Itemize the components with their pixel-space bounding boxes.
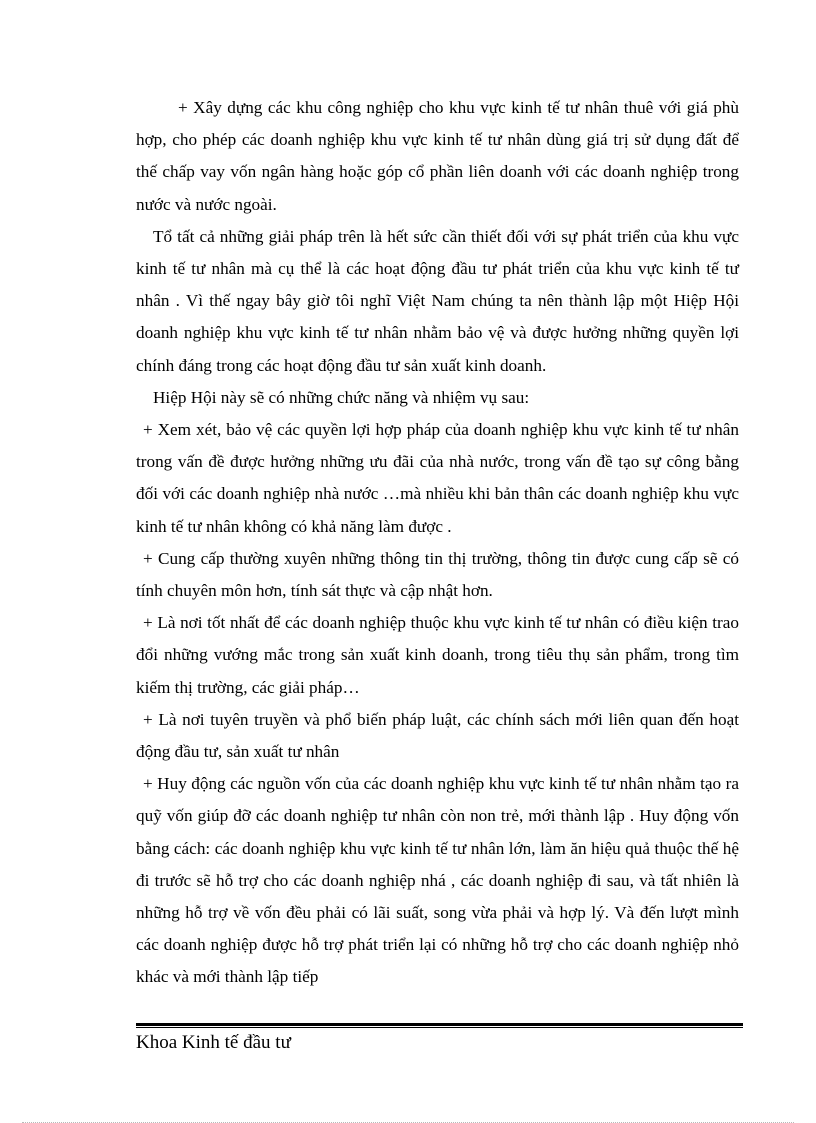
footer-text: Khoa Kinh tế đầu tư <box>136 1032 291 1053</box>
paragraph-market-info: + Cung cấp thường xuyên những thông tin thị trường, thông tin được cung cấp sẽ có tính chuyên môn hơn, tính sát thực và cập nhật hơn. <box>136 548 739 601</box>
body-text <box>136 92 739 994</box>
paragraph-law-dissemination: + Là nơi tuyên truyền và phổ biến pháp luật, các chính sách mới liên quan đến hoạt động đầu tư, sản xuất tư nhân <box>136 709 739 762</box>
footer-divider <box>136 1023 743 1028</box>
paragraph-industrial-zones: + Xây dựng các khu công nghiệp cho khu vực kinh tế tư nhân thuê với giá phù hợp, cho phép các doanh nghiệp khu vực kinh tế tư nhân dùng giá trị sử dụng đất để thế chấp vay vốn ngân hàng hoặc góp cổ phần liên doanh với các doanh nghiệp trong nước và nước ngoài. <box>136 98 739 214</box>
paragraph-association-intro: Hiệp Hội này sẽ có những chức năng và nhiệm vụ sau: <box>153 387 530 407</box>
paragraph-exchange-forum: + Là nơi tốt nhất để các doanh nghiệp thuộc khu vực kinh tế tư nhân có điều kiện trao đổi những vướng mắc trong sản xuất kinh doanh, trong tiêu thụ sản phẩm, trong tìm kiếm thị trường, các giải pháp… <box>136 613 739 697</box>
paragraph-capital-mobilization: + Huy động các nguồn vốn của các doanh nghiệp khu vực kinh tế tư nhân nhằm tạo ra quỹ vốn giúp đỡ các doanh nghiệp tư nhân còn non trẻ, mới thành lập . Huy động vốn bằng cách: các doanh nghiệp khu vực kinh tế tư nhân lớn, làm ăn hiệu quả thuộc thế hệ đi trước sẽ hỗ trợ cho các doanh nghiệp nhá , các doanh nghiệp đi sau, và tất nhiên là những hỗ trợ về vốn đều phải có lãi suất, song vừa phải và hợp lý. Và đến lượt mình các doanh nghiệp được hỗ trợ phát triển lại có những hỗ trợ cho các doanh nghiệp nhỏ khác và mới thành lập tiếp <box>136 774 739 987</box>
paragraph-solutions-summary: Tổ tất cả những giải pháp trên là hết sức cần thiết đối với sự phát triển của khu vực kinh tế tư nhân mà cụ thể là các hoạt động đầu tư phát triển của khu vực kinh tế tư nhân . Vì thế ngay bây giờ tôi nghĩ Việt Nam chúng ta nên thành lập một Hiệp Hội doanh nghiệp khu vực kinh tế tư nhân nhằm bảo vệ và được hưởng những quyền lợi chính đáng trong các hoạt động đầu tư sản xuất kinh doanh. <box>136 226 739 375</box>
paragraph-protect-rights: + Xem xét, bảo vệ các quyền lợi hợp pháp của doanh nghiệp khu vực kinh tế tư nhân trong vấn đề được hưởng những ưu đãi của nhà nước, trong vấn đề tạo sự công bằng đối với các doanh nghiệp nhà nước …mà nhiều khi bản thân các doanh nghiệp khu vực kinh tế tư nhân không có khả năng làm được . <box>136 420 739 536</box>
